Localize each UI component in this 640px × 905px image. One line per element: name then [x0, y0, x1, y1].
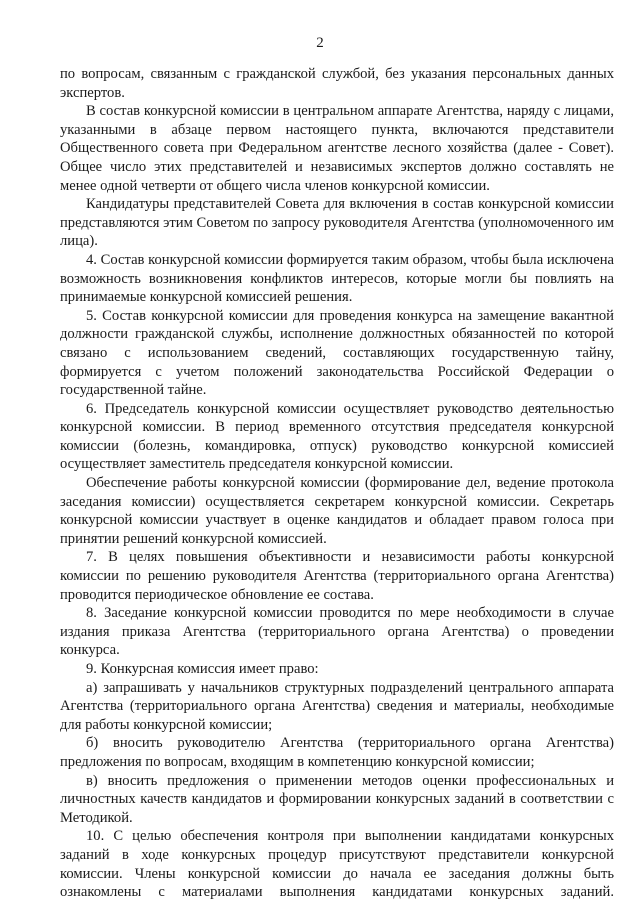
page-number: 2: [316, 35, 324, 51]
document-body: [60, 65, 614, 902]
paragraph-secretary: Обеспечение работы конкурсной комиссии (формирование дел, ведение протокола заседания комиссии) осуществляется секретарем конкурсной комиссии. Секретарь конкурсной комиссии участвует в оценке кандидатов и обладает правом голоса при принятии решений конкурсной комиссией.: [60, 475, 614, 547]
paragraph-item-9b: б) вносить руководителю Агентства (территориального органа Агентства) предложения по вопросам, входящим в компетенцию конкурсной комиссии;: [60, 735, 614, 770]
paragraph-item-5: 5. Состав конкурсной комиссии для проведения конкурса на замещение вакантной должности гражданской службы, исполнение должностных обязанностей по которой связано с использованием сведений, составляющих государственную тайну, формируется с учетом положений законодательства Российской Федерации о государственной тайне.: [60, 307, 614, 399]
paragraph-item-9c: в) вносить предложения о применении методов оценки профессиональных и личностных качеств кандидатов и формировании конкурсных заданий в соответствии с Методикой.: [60, 772, 614, 826]
paragraph-item-9: 9. Конкурсная комиссия имеет право:: [86, 661, 319, 677]
paragraph-item-10: 10. С целью обеспечения контроля при выполнении кандидатами конкурсных заданий в ходе конкурсных процедур присутствуют представители конкурсной комиссии. Члены конкурсной комиссии до начала ее заседания должны быть ознакомлены с материалами выполнения кандидатами конкурсных заданий.: [60, 828, 614, 901]
paragraph-continuation: по вопросам, связанным с гражданской службой, без указания персональных данных экспертов.: [60, 66, 614, 101]
paragraph-council-composition: В состав конкурсной комиссии в центральном аппарате Агентства, наряду с лицами, указанными в абзаце первом настоящего пункта, включаются представители Общественного совета при Федеральном агентстве лесного хозяйства (далее - Совет). Общее число этих представителей и независимых экспертов должно составлять не менее одной четверти от общего числа членов конкурсной комиссии.: [60, 103, 614, 194]
paragraph-item-9a: а) запрашивать у начальников структурных подразделений центрального аппарата Агентства (территориального органа Агентства) сведения и материалы, необходимые для работы конкурсной комиссии;: [60, 679, 614, 733]
paragraph-item-7: 7. В целях повышения объективности и независимости работы конкурсной комиссии по решению руководителя Агентства (территориального органа Агентства) проводится периодическое обновление ее состава.: [60, 549, 614, 603]
paragraph-item-8: 8. Заседание конкурсной комиссии проводится по мере необходимости в случае издания приказа Агентства (территориального органа Агентства) о проведении конкурса.: [60, 605, 614, 659]
paragraph-item-6: 6. Председатель конкурсной комиссии осуществляет руководство деятельностью конкурсной комиссии. В период временного отсутствия председателя конкурсной комиссии (болезнь, командировка, отпуск) руководство конкурсной комиссией осуществляет заместитель председателя конкурсной комиссии.: [60, 400, 614, 473]
paragraph-council-candidates: Кандидатуры представителей Совета для включения в состав конкурсной комиссии представляются этим Советом по запросу руководителя Агентства (уполномоченного им лица).: [60, 196, 614, 250]
paragraph-item-4: 4. Состав конкурсной комиссии формируется таким образом, чтобы была исключена возможность возникновения конфликтов интересов, которые могли бы повлиять на принимаемые конкурсной комиссией решения.: [60, 251, 614, 306]
